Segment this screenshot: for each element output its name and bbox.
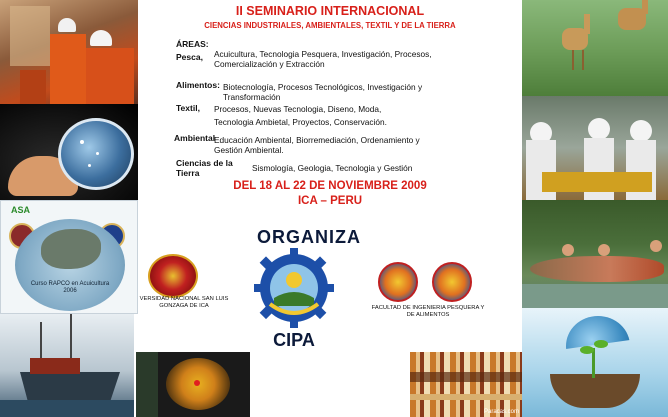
area-label-ciencias: Ciencias de la Tierra — [176, 158, 233, 178]
vicunas-photo — [522, 0, 668, 96]
university-seal — [148, 254, 198, 298]
faculty-name: FACULTAD DE INGENIERIA PESQUERA Y DE ALIMENTOS — [371, 305, 485, 318]
satellite-map-photo — [136, 352, 250, 417]
area-text-pesca-2: Comercialización y Extracción — [214, 59, 325, 69]
event-location: ICA – PERU — [297, 195, 363, 207]
textile-pattern-photo — [410, 352, 522, 417]
fishing-boat-photo — [0, 314, 134, 417]
area-label-ambiental: Ambiental — [174, 133, 216, 143]
arapaima-fish-photo — [522, 200, 668, 308]
asa-brand: ASA — [11, 205, 31, 215]
organiza-heading: ORGANIZA — [257, 227, 361, 247]
event-dates: DEL 18 AL 22 DE NOVIEMBRE 2009 — [233, 180, 427, 192]
area-label-textil: Textil, — [176, 103, 200, 113]
cipa-gear-icon — [248, 246, 340, 330]
faculty-logo-right — [432, 262, 472, 302]
faculty-logo-left — [378, 262, 418, 302]
area-text-alimentos-1: Biotecnología, Procesos Tecnológicos, Investigación y — [223, 82, 423, 92]
area-text-textil-1: Procesos, Nuevas Tecnologia, Diseno, Moda, — [214, 104, 382, 114]
fish-course-label: Curso RAPCO en Acuicultura 2006 — [30, 281, 110, 294]
watermark-label: Paracas.com — [483, 409, 519, 415]
area-text-ambiental-1: Educación Ambiental, Biorremediación, Ordenamiento y — [214, 135, 420, 145]
area-text-textil-2: Tecnologia Ambietal, Proyectos, Conservación. — [214, 117, 387, 127]
university-name: VERSIDAD NACIONAL SAN LUIS GONZAGA DE ICA — [139, 296, 229, 309]
area-label-alimentos: Alimentos: — [176, 80, 220, 90]
petri-dish-photo — [0, 104, 138, 200]
page-title: II SEMINARIO INTERNACIONAL — [235, 4, 425, 18]
areas-heading: ÁREAS: — [176, 39, 209, 49]
area-label-pesca: Pesca, — [176, 52, 203, 62]
area-text-alimentos-2: Transformación — [223, 92, 281, 102]
area-text-ambiental-2: Gestión Ambiental. — [214, 145, 284, 155]
cipa-name: CIPA — [273, 330, 315, 350]
page-subtitle: CIENCIAS INDUSTRIALES, AMBIENTALES, TEXTIL Y DE LA TIERRA — [204, 21, 456, 30]
area-text-ciencias-1: Sismología, Geologia, Tecnologia y Gestión — [252, 163, 413, 173]
seedling-globe-photo — [522, 308, 668, 417]
food-workers-photo — [522, 96, 668, 200]
miners-photo — [0, 0, 138, 104]
area-text-pesca-1: Acuicultura, Tecnologia Pesquera, Investigación, Procesos, — [214, 49, 432, 59]
fish-map-logo — [0, 200, 138, 314]
